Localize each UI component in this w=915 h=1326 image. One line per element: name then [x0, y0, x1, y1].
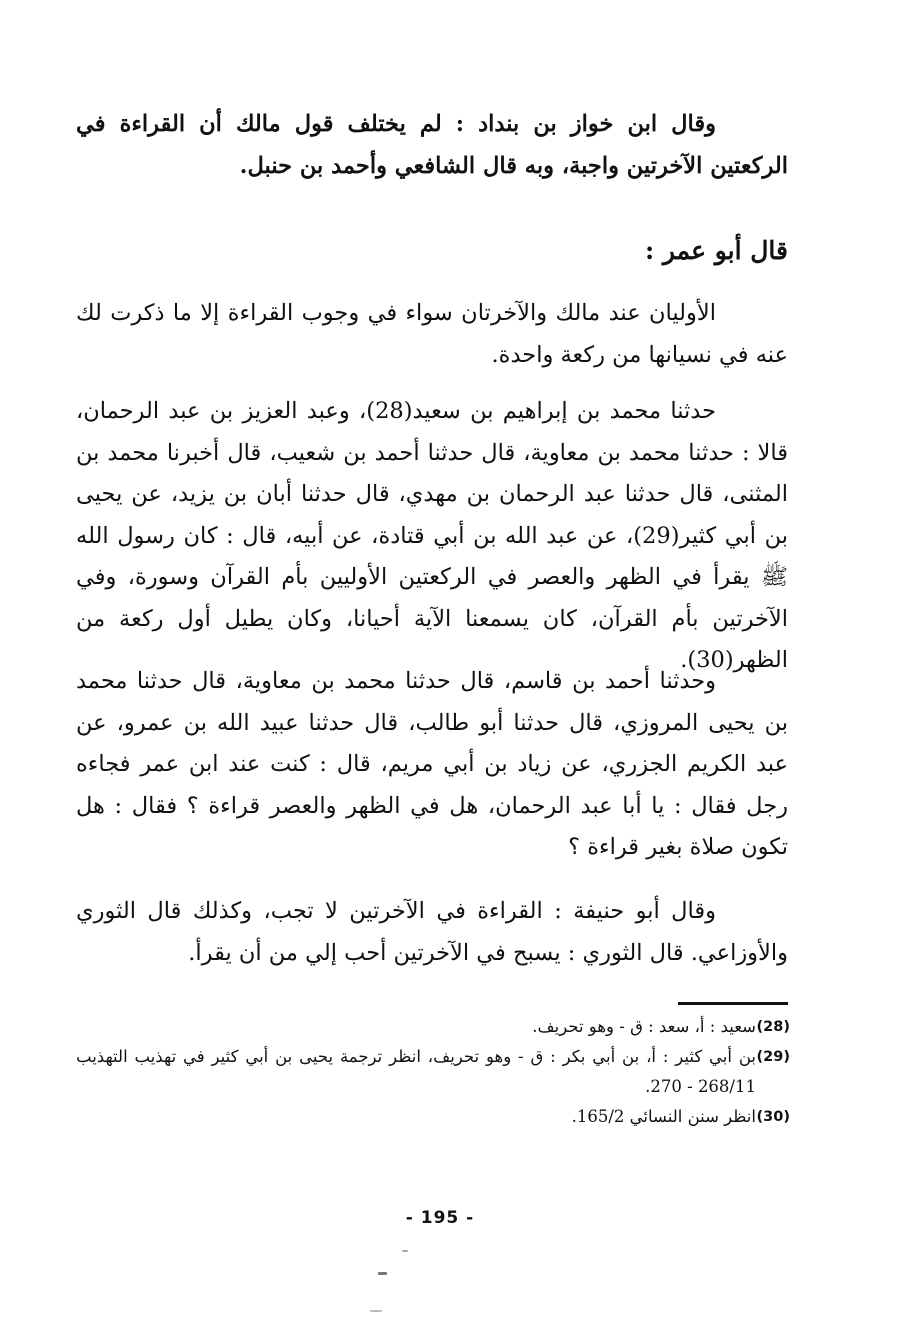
footnote-29 — [76, 1042, 790, 1102]
paragraph-hadith-abi-qatada: حدثنا محمد بن إبراهيم بن سعيد(28)، وعبد العزيز بن عبد الرحمان، قالا : حدثنا محمد بن معاوية، قال حدثنا أحمد بن شعيب، قال أخبرنا محمد بن المثنى، قال حدثنا عبد الرحمان بن مهدي، قال حدثنا أبان بن يزيد، عن يحيى بن أبي كثير(29)، عن عبد الله بن أبي قتادة، عن أبيه، قال : كان رسول الله ﷺ يقرأ في الظهر والعصر في الركعتين الأوليين بأم القرآن وسورة، وفي الآخرتين بأم القرآن، كان يسمعنا الآية أحيانا، وكان يطيل أول ركعة من الظهر(30). — [76, 398, 788, 673]
section-heading: قال أبو عمر : — [644, 236, 788, 265]
scan-speck — [370, 1310, 382, 1312]
footnote-30 — [76, 1102, 790, 1132]
footnote-text: بن أبي كثير : أ، بن أبي بكر : ق - وهو تحريف، انظر ترجمة يحيى بن أبي كثير في تهذيب التهذيب 268/11 - 270. — [76, 1047, 756, 1096]
footnote-number: (29) — [756, 1049, 790, 1065]
footnote-separator — [678, 1002, 788, 1005]
footnote-text: سعيد : أ، سعد : ق - وهو تحريف. — [532, 1017, 756, 1036]
footnote-text: انظر سنن النسائي 165/2. — [571, 1107, 756, 1126]
page-number: - 195 - — [405, 1208, 475, 1228]
paragraph-ibn-khuwaz: وقال ابن خواز بن بنداد : لم يختلف قول مالك أن القراءة في الركعتين الآخرتين واجبة، وبه قال الشافعي وأحمد بن حنبل. — [76, 111, 788, 179]
paragraph-abu-hanifa: وقال أبو حنيفة : القراءة في الآخرتين لا تجب، وكذلك قال الثوري والأوزاعي. قال الثوري : يسبح في الآخرتين أحب إلي من أن يقرأ. — [76, 898, 788, 966]
footnotes — [76, 1012, 790, 1132]
footnote-number: (28) — [756, 1019, 790, 1035]
paragraph-hadith-ibn-umar: وحدثنا أحمد بن قاسم، قال حدثنا محمد بن معاوية، قال حدثنا محمد بن يحيى المروزي، قال حدثنا أبو طالب، قال حدثنا عبيد الله بن عمرو، عن عبد الكريم الجزري، عن زياد بن أبي مريم، قال : كنت عند ابن عمر فجاءه رجل فقال : يا أبا عبد الرحمان، هل في الظهر والعصر قراءة ؟ فقال : هل تكون صلاة بغير قراءة ؟ — [76, 668, 788, 860]
scan-speck — [378, 1272, 387, 1275]
paragraph-awwalayan: الأوليان عند مالك والآخرتان سواء في وجوب القراءة إلا ما ذكرت لك عنه في نسيانها من ركعة واحدة. — [76, 300, 788, 368]
footnote-number: (30) — [756, 1109, 790, 1125]
footnote-28 — [76, 1012, 790, 1042]
scan-speck — [402, 1250, 408, 1252]
